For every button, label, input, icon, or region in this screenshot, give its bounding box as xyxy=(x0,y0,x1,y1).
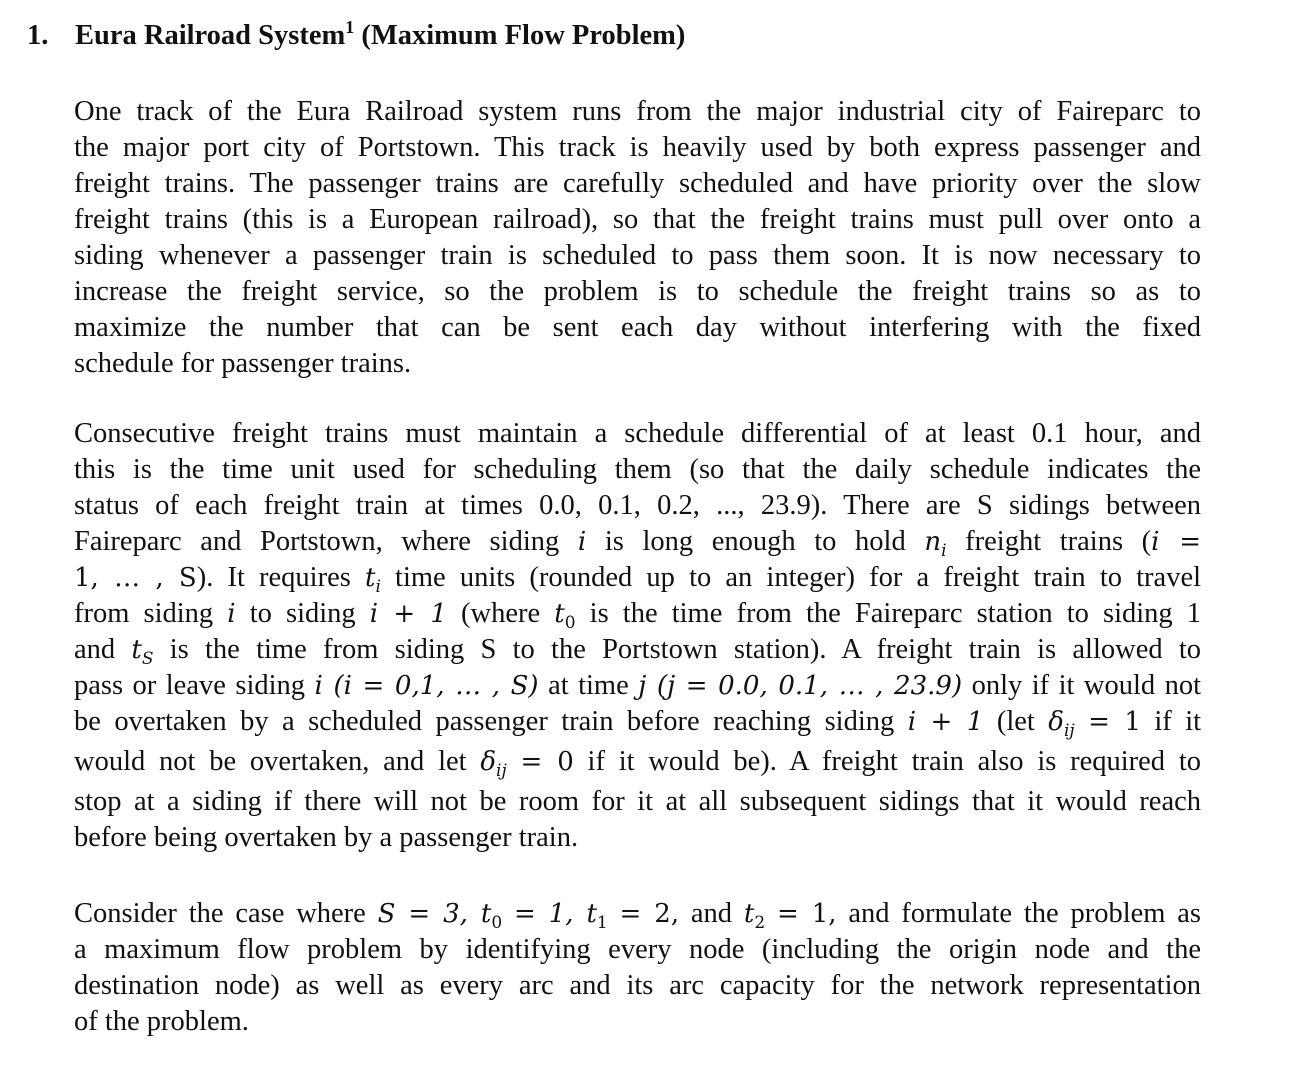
text-line: status of each freight train at times 0.0, 0.1, 0.2, ..., 23.9). There are S sidings between xyxy=(74,490,1201,521)
math-subscript: 0 xyxy=(491,913,503,933)
text-line: destination node) as well as every arc and its arc capacity for the network representation xyxy=(74,970,1201,1001)
text-segment: is the time from siding S to the Portstown station). A freight train is allowed to xyxy=(169,634,1202,665)
text-line: before being overtaken by a passenger train. xyxy=(74,822,579,853)
text-line: freight trains. The passenger trains are carefully scheduled and have priority over the slow xyxy=(74,168,1201,199)
problem-heading xyxy=(27,17,686,52)
text-segment: ). It requires xyxy=(196,562,351,593)
text-line xyxy=(74,560,1201,596)
math-symbol: t xyxy=(743,899,755,929)
math-expression: i = xyxy=(1151,527,1202,557)
text-line: maximize the number that can be sent each day without interfering with the fixed xyxy=(74,312,1201,343)
text-segment: if it would be). A freight train also is required to xyxy=(587,746,1202,777)
math-expression: = 2, xyxy=(619,899,680,929)
math-expression: = 0 xyxy=(520,747,574,777)
paragraph-scheduling xyxy=(74,416,1201,856)
math-expression: i + 1 xyxy=(369,599,447,629)
text-segment: and xyxy=(690,898,733,929)
math-subscript: 1 xyxy=(596,913,608,933)
math-subscript: S xyxy=(141,649,154,669)
text-segment: be overtaken by a scheduled passenger train before reaching siding xyxy=(74,706,895,737)
text-line xyxy=(74,632,1201,668)
paragraph-intro xyxy=(74,94,1201,382)
math-symbol: n xyxy=(924,527,942,557)
text-segment: if it xyxy=(1154,706,1202,737)
math-subscript: i xyxy=(941,541,947,561)
math-symbol: i xyxy=(577,527,587,557)
text-line: of the problem. xyxy=(74,1006,249,1037)
text-line xyxy=(74,524,1201,560)
text-line: freight trains (this is a European railroad), so that the freight trains must pull over onto a xyxy=(74,204,1201,235)
text-segment: would not be overtaken, and let xyxy=(74,746,467,777)
paragraph-task xyxy=(74,896,1201,1040)
text-line: schedule for passenger trains. xyxy=(74,348,412,379)
text-line xyxy=(74,668,1201,704)
problem-number: 1. xyxy=(27,20,49,51)
text-segment: only if it would not xyxy=(971,670,1202,701)
math-subscript: 2 xyxy=(754,913,766,933)
math-subscript: 0 xyxy=(564,613,576,633)
math-symbol: t xyxy=(554,599,565,629)
text-segment: from siding xyxy=(74,598,214,629)
text-segment: is long enough to hold xyxy=(604,526,906,557)
text-segment: Faireparc and Portstown, where siding xyxy=(74,526,560,557)
math-expression: i (i = 0,1, … , S) xyxy=(314,671,539,701)
footnote-mark: 1 xyxy=(345,17,355,37)
text-segment: pass or leave siding xyxy=(74,670,306,701)
text-line: One track of the Eura Railroad system runs from the major industrial city of Faireparc to xyxy=(74,96,1201,127)
text-line xyxy=(74,744,1201,784)
text-segment: to siding xyxy=(249,598,356,629)
text-line: a maximum flow problem by identifying every node (including the origin node and the xyxy=(74,934,1201,965)
math-expression: j (j = 0.0, 0.1, … , 23.9) xyxy=(638,671,963,701)
problem-title: Eura Railroad System xyxy=(75,20,346,51)
text-line xyxy=(74,596,1201,632)
text-segment: (where xyxy=(461,598,541,629)
math-symbol: i xyxy=(227,599,236,629)
math-expression: 1, … , S xyxy=(74,563,197,593)
math-expression: = 1 xyxy=(1088,707,1141,737)
text-segment: at time xyxy=(548,670,629,701)
math-symbol: δ xyxy=(1048,707,1064,737)
text-line: the major port city of Portstown. This track is heavily used by both express passenger and xyxy=(74,132,1201,163)
text-line xyxy=(74,896,1201,932)
math-expression: i + 1 xyxy=(907,707,984,737)
math-subscript: ij xyxy=(1063,721,1075,741)
text-segment: Consider the case where xyxy=(74,898,366,929)
text-segment: time units (rounded up to an integer) for a freight train to travel xyxy=(395,562,1202,593)
math-subscript: i xyxy=(375,577,381,597)
text-segment: (let xyxy=(996,706,1035,737)
text-line: Consecutive freight trains must maintain a schedule differential of at least 0.1 hour, and xyxy=(74,418,1201,449)
text-line xyxy=(74,704,1201,744)
text-line: this is the time unit used for scheduling them (so that the daily schedule indicates the xyxy=(74,454,1201,485)
text-segment: and formulate the problem as xyxy=(848,898,1202,929)
text-line: stop at a siding if there will not be room for it at all subsequent sidings that it would reach xyxy=(74,786,1201,817)
math-expression: = 1, t xyxy=(513,899,597,929)
math-symbol: t xyxy=(131,635,142,665)
math-expression: S = 3, t xyxy=(377,899,492,929)
text-segment: and xyxy=(74,634,116,665)
text-segment: is the time from the Faireparc station to siding 1 xyxy=(589,598,1202,629)
text-segment: freight trains ( xyxy=(965,526,1152,557)
problem-subtitle: (Maximum Flow Problem) xyxy=(361,20,686,51)
math-symbol: δ xyxy=(480,747,497,777)
math-subscript: ij xyxy=(496,761,507,781)
math-symbol: t xyxy=(365,563,376,593)
text-line: increase the freight service, so the problem is to schedule the freight trains so as to xyxy=(74,276,1201,307)
math-expression: = 1, xyxy=(776,899,837,929)
text-line: siding whenever a passenger train is scheduled to pass them soon. It is now necessary to xyxy=(74,240,1201,271)
